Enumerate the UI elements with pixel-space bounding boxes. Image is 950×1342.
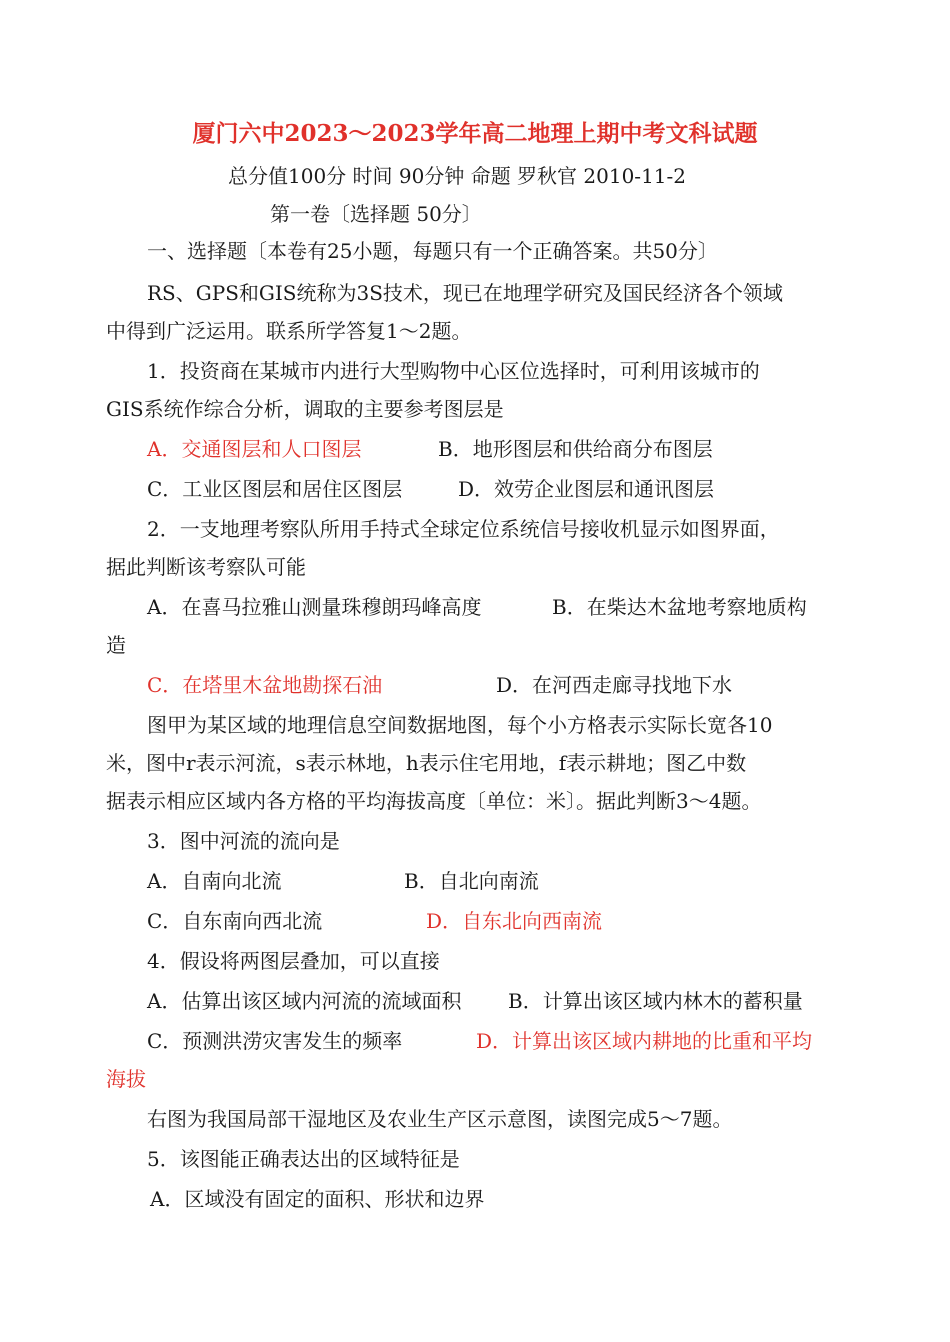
volume-heading: 第一卷〔选择题 50分〕: [270, 202, 482, 226]
section-heading: 一、选择题〔本卷有25小题，每题只有一个正确答案。共50分〕: [147, 239, 718, 263]
option: B．在柴达木盆地考察地质构: [552, 595, 807, 619]
passage-text: 米，图中r表示河流，s表示林地，h表示住宅用地，f表示耕地；图乙中数: [106, 751, 747, 775]
question-stem: 5．该图能正确表达出的区域特征是: [147, 1147, 460, 1171]
question-stem: 据此判断该考察队可能: [106, 555, 306, 579]
question-stem: 2．一支地理考察队所用手持式全球定位系统信号接收机显示如图界面，: [147, 517, 780, 541]
question-stem: 1．投资商在某城市内进行大型购物中心区位选择时，可利用该城市的: [147, 359, 760, 383]
option: A．估算出该区域内河流的流域面积: [147, 989, 462, 1013]
option: D．在河西走廊寻找地下水: [496, 673, 733, 697]
option-answer: D．自东北向西南流: [426, 909, 603, 933]
passage-text: 据表示相应区域内各方格的平均海拔高度〔单位：米〕。据此判断3～4题。: [106, 789, 762, 813]
option: D．效劳企业图层和通讯图层: [458, 477, 715, 501]
option: A．区域没有固定的面积、形状和边界: [150, 1187, 485, 1211]
option: B．地形图层和供给商分布图层: [438, 437, 713, 461]
intro-text: RS、GPS和GIS统称为3S技术，现已在地理学研究及国民经济各个领域: [147, 281, 783, 305]
exam-info: 总分值100分 时间 90分钟 命题 罗秋官 2010-11-2: [228, 164, 686, 188]
option-continued: 造: [106, 633, 126, 657]
intro-text: 中得到广泛运用。联系所学答复1～2题。: [106, 319, 472, 343]
question-stem: GIS系统作综合分析，调取的主要参考图层是: [106, 397, 504, 421]
page-title: 厦门六中2023～2023学年高二地理上期中考文科试题: [192, 120, 758, 147]
option: C．预测洪涝灾害发生的频率: [147, 1029, 403, 1053]
option: B．计算出该区域内林木的蓄积量: [508, 989, 803, 1013]
option: B．自北向南流: [404, 869, 539, 893]
question-stem: 4．假设将两图层叠加，可以直接: [147, 949, 440, 973]
option-answer: C．在塔里木盆地勘探石油: [147, 673, 383, 697]
passage-text: 右图为我国局部干湿地区及农业生产区示意图，读图完成5～7题。: [147, 1107, 733, 1131]
option: A．在喜马拉雅山测量珠穆朗玛峰高度: [147, 595, 482, 619]
passage-text: 图甲为某区域的地理信息空间数据地图，每个小方格表示实际长宽各10: [147, 713, 773, 737]
option: C．自东南向西北流: [147, 909, 323, 933]
option-answer: A．交通图层和人口图层: [147, 437, 362, 461]
option: C．工业区图层和居住区图层: [147, 477, 403, 501]
option-answer: D．计算出该区域内耕地的比重和平均: [476, 1029, 813, 1053]
option: A．自南向北流: [147, 869, 282, 893]
option-answer-continued: 海拔: [106, 1067, 146, 1091]
question-stem: 3．图中河流的流向是: [147, 829, 340, 853]
